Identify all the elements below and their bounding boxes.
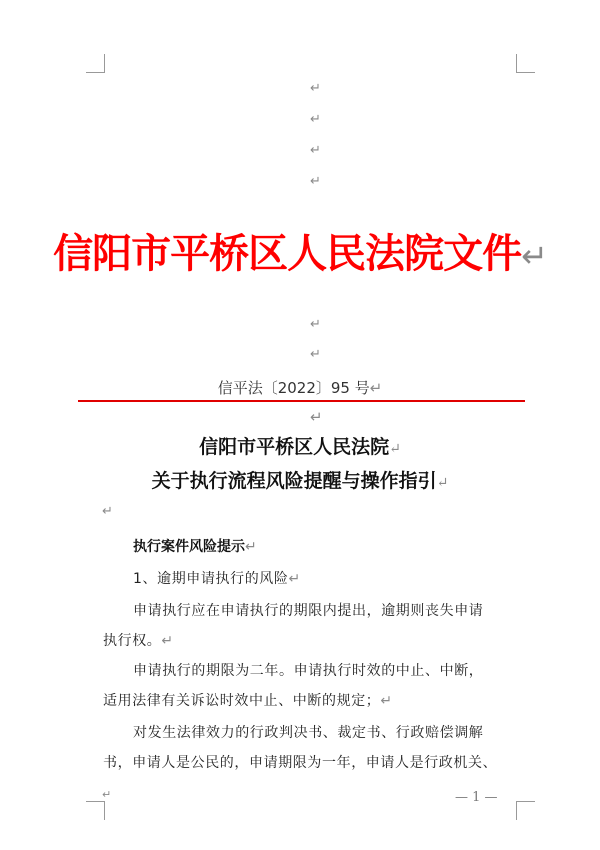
- body-line: [103, 630, 174, 650]
- item1-text: 1、逾期申请执行的风险: [133, 571, 289, 587]
- paragraph-mark: ↵: [310, 347, 321, 362]
- paragraph-mark: ↵: [288, 571, 301, 587]
- red-separator-line: [78, 400, 525, 402]
- paragraph-mark: ↵: [161, 633, 174, 649]
- paragraph-mark: ↵: [310, 408, 323, 426]
- paragraph-mark: ↵: [380, 693, 393, 709]
- item-heading-1: [133, 568, 301, 588]
- title-line1-text: 信阳市平桥区人民法院: [199, 436, 390, 458]
- section-heading-text: 执行案件风险提示: [133, 539, 245, 555]
- body-line-text: 适用法律有关诉讼时效中止、中断的规定；: [103, 693, 381, 709]
- body-line: 申请执行的期限为二年。申请执行时效的中止、中断，: [133, 663, 484, 679]
- document-number-text: 信平法〔2022〕95 号: [217, 379, 370, 397]
- paragraph-mark: ↵: [102, 504, 113, 519]
- paragraph-mark: ↵: [310, 112, 321, 127]
- section-heading: [133, 536, 257, 556]
- crop-mark-bottom-left: [86, 801, 105, 820]
- red-header-title: [0, 222, 600, 279]
- paragraph-mark: ↵: [310, 317, 321, 332]
- red-header-text: 信阳市平桥区人民法院文件: [53, 231, 522, 277]
- body-line: 书，申请人是公民的，申请期限为一年，申请人是行政机关、: [103, 755, 498, 771]
- title-line2-text: 关于执行流程风险提醒与操作指引: [151, 470, 437, 492]
- body-line-text: 执行权。: [103, 633, 162, 649]
- document-title-line-1: [0, 432, 600, 459]
- paragraph-mark: ↵: [102, 788, 112, 801]
- document-number: [0, 377, 600, 398]
- body-line: [103, 690, 393, 710]
- paragraph-mark: ↵: [245, 539, 257, 555]
- crop-mark-top-right: [516, 54, 535, 73]
- paragraph-mark: ↵: [310, 143, 321, 158]
- paragraph-mark: ↵: [310, 81, 321, 96]
- document-title-line-2: [0, 466, 600, 493]
- crop-mark-bottom-right: [516, 801, 535, 820]
- body-line: 申请执行应在申请执行的期限内提出，逾期则丧失申请: [133, 603, 484, 619]
- paragraph-mark: ↵: [436, 475, 449, 491]
- page-number: — 1 —: [455, 790, 498, 805]
- paragraph-mark: ↵: [310, 174, 321, 189]
- paragraph-mark: ↵: [521, 237, 547, 275]
- crop-mark-top-left: [86, 54, 105, 73]
- paragraph-mark: ↵: [369, 379, 383, 397]
- body-line: 对发生法律效力的行政判决书、裁定书、行政赔偿调解: [133, 725, 484, 741]
- paragraph-mark: ↵: [389, 441, 401, 457]
